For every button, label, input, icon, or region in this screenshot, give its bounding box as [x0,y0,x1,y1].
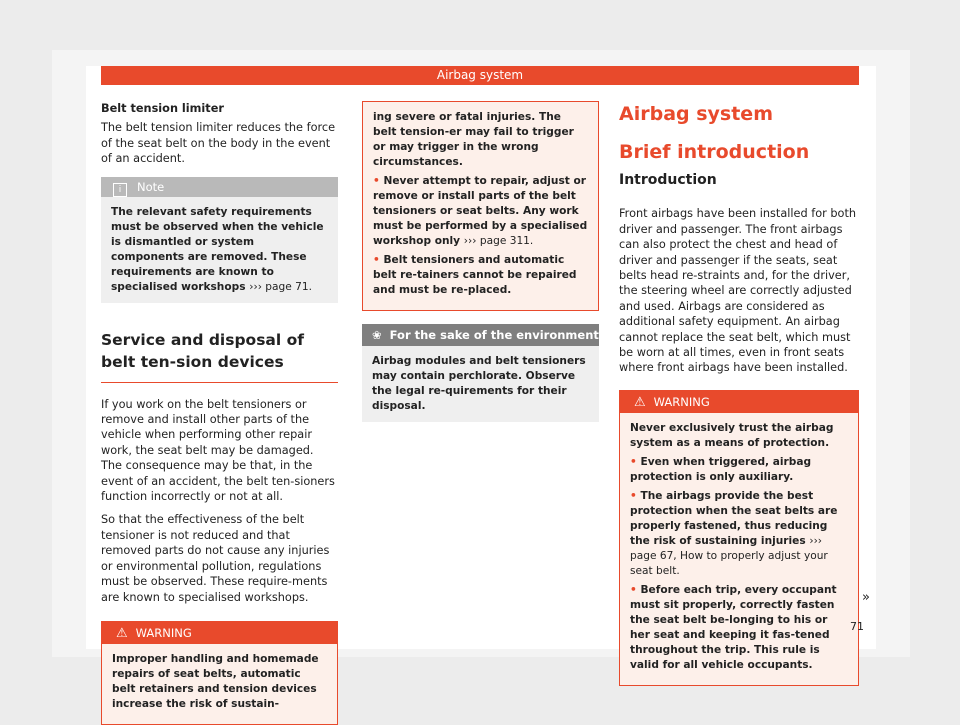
info-icon: i [113,183,127,197]
warning-body-continued [363,102,598,310]
flower-icon: ❀ [372,328,382,342]
warning-text: Improper handling and homemade repairs of seat belts, automatic belt retainers and tension devices increase the risk of sustain- [112,652,319,710]
warning-header [102,622,337,644]
warning-bullet-2 [373,253,588,298]
bullet-page-ref[interactable]: ››› page 311. [463,235,534,247]
bullet-text: Belt tensioners and automatic belt re-tainers cannot be repaired and must be re-placed. [373,254,577,296]
column-left [101,101,338,725]
warning-label: WARNING [653,394,710,409]
bullet-text: Even when triggered, airbag protection is only auxiliary. [630,455,812,483]
belt-limiter-text: The belt tension limiter reduces the force of the seat belt on the body in the event of an accident. [101,121,336,166]
bullet-text: Never attempt to repair, adjust or remove or install parts of the belt tensioners or seat belts. Any work must be performed by a specialised workshop only [373,175,588,247]
warning-continued-text: ing severe or fatal injuries. The belt tension-er may fail to trigger or may trigger in the wrong circumstances. [373,111,574,168]
warning-bullet-3 [630,583,848,673]
bullet-marker: • [630,489,637,502]
service-paragraph-1: If you work on the belt tensioners or remove and install other parts of the vehicle when performing other repair work, the seat belt may be damaged. The consequence may be that, in the event of an accident, the belt ten-sioners function incorrectly or not at all. [101,397,335,504]
environment-box [362,324,599,422]
introduction-text: Front airbags have been installed for both driver and passenger. The front airbags can also protect the chest and head of driver and passenger if the seats, seat belts head re-straints and, for the driver, the steering wheel are correctly adjusted and used. Airbags are considered as additional safety equipment. An airbag cannot replace the seat belt, which must be worn at all times, even in front seats where front airbags have been installed. [619,207,857,375]
environment-header [362,324,599,346]
column-middle [362,101,599,422]
warning-box-airbag [619,390,859,686]
environment-body: Airbag modules and belt tensioners may contain perchlorate. Observe the legal re-quirements for their disposal. [372,355,586,412]
environment-label: For the sake of the environment [389,328,599,342]
warning-body [620,413,858,685]
bullet-marker: • [373,254,380,266]
bullet-text: The airbags provide the best protection when the seat belts are properly fastened, thus reducing the risk of sustaining injuries [630,489,838,547]
heading-belt-tension-limiter: Belt tension limiter [101,102,224,115]
section-title-introduction: Introduction [619,172,717,188]
warning-lead: Never exclusively trust the airbag system as a means of protection. [630,421,834,449]
note-label: Note [137,179,165,194]
continue-marker: » [862,590,870,605]
note-body [101,197,338,303]
bullet-marker: • [630,455,637,468]
page-number: 71 [850,620,864,633]
column-right [619,101,859,686]
note-page-ref[interactable]: ››› page 71. [249,280,312,293]
warning-triangle-icon: ⚠ [634,394,646,410]
note-box [101,177,338,303]
warning-bullet-2 [630,489,848,579]
chapter-subtitle: Brief introduction [619,141,810,163]
section-title-service: Service and disposal of belt ten-sion devices [101,329,338,383]
warning-label: WARNING [135,625,192,640]
note-header [101,177,338,197]
bullet-text: Before each trip, every occupant must sit properly, correctly fasten the seat belt be-longing to his or her seat and keeping it fas-tened throughout the trip. This rule is valid for all vehicle occupants. [630,583,837,671]
service-paragraph-2: So that the effectiveness of the belt tensioner is not reduced and that removed parts do not cause any injuries or environmental pollution, regulations must be observed. These require-ments are known to specialised workshops. [101,513,330,604]
bullet-page-ref[interactable]: ››› page 67, How to properly adjust your seat belt. [630,534,828,577]
note-text: The relevant safety requirements must be observed when the vehicle is dismantled or system components are removed. These requirements are known to specialised workshops [111,205,324,293]
chapter-title: Airbag system [619,103,773,125]
warning-bullet-1 [630,455,848,485]
warning-header [620,391,858,413]
warning-triangle-icon: ⚠ [116,625,128,641]
warning-bullet-1 [373,174,588,249]
bullet-marker: • [630,583,637,596]
warning-body [102,644,337,724]
warning-box-belt-continued [362,101,599,311]
bullet-marker: • [373,175,380,187]
page-header: Airbag system [101,66,859,85]
warning-box-belt [101,621,338,725]
